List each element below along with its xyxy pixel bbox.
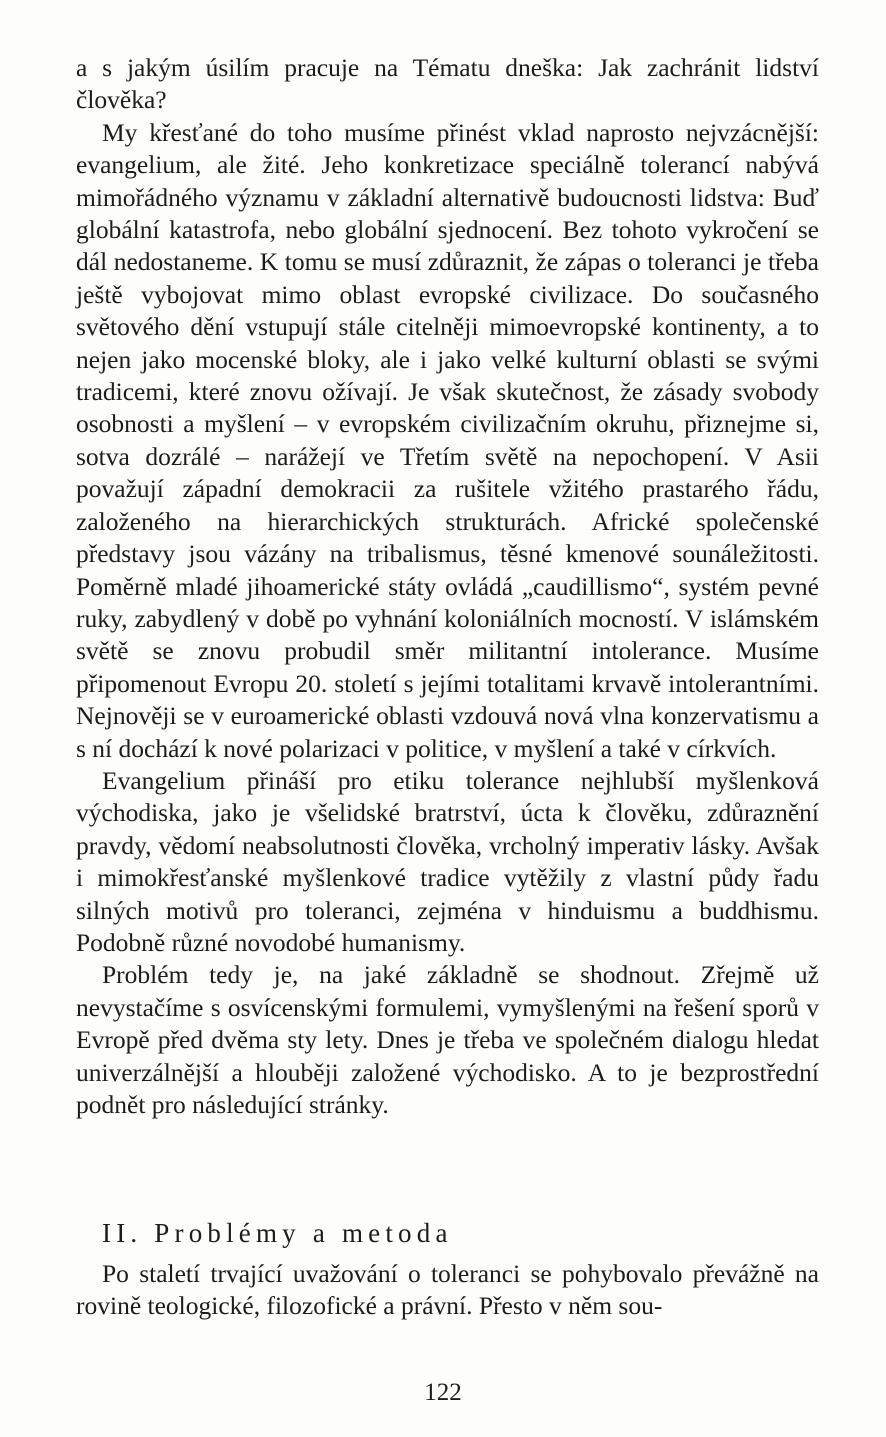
page-number: 122 (424, 1379, 462, 1406)
section-heading: II. Problémy a metoda (102, 1218, 453, 1248)
paragraph-1: My křesťané do toho musíme přinést vklad naprosto nejvzácnější: evangelium, ale žité. Jeho konkretizace speciálně tolerancí nabývá mimořádného významu v základní alternativě budoucnosti lidstva: Buď globální katastrofa, nebo globální sjednocení. Bez tohoto vykročení se dál nedostaneme. K tomu se musí zdůraznit, že zápas o toleranci je třeba ještě vybojovat mimo oblast evropské civilizace. Do současného světového dění vstupují stále citelněji mimoevropské kontinenty, a to nejen jako mocenské bloky, ale i jako velké kulturní oblasti se svými tradicemi, které znovu ožívají. Je však skutečnost, že zásady svobody osobnosti a myšlení – v evropském civilizačním okruhu, přiznejme si, sotva dozrálé – narážejí ve Třetím světě na nepochopení. V Asii považují západní demokracii za rušitele vžitého prastarého řádu, založeného na hierarchických strukturách. Africké společenské představy jsou vázány na tribalismus, těsné kmenové sounáležitosti. Poměrně mladé jihoamerické státy ovládá „caudillismo“, systém pevné ruky, zabydlený v době po vyhnání koloniálních mocností. V islámském světě se znovu probudil směr militantní intolerance. Musíme připomenout Evropu 20. století s jejími totalitami krvavě intolerantními. Nejnověji se v euroamerické oblasti vzdouvá nová vlna konzervatismu a s ní dochází k nové polarizaci v politice, v myšlení a také v církvích. (76, 117, 819, 763)
paragraph-3: Problém tedy je, na jaké základně se shodnout. Zřejmě už nevystačíme s osvícenskými formulemi, vymyšlenými na řešení sporů v Evropě před dvěma sty lety. Dnes je třeba ve společném dialogu hledat univerzálnější a hlouběji založené východisko. A to je bezprostřední podnět pro následující stránky. (76, 960, 819, 1119)
section-text (76, 1258, 819, 1323)
section-paragraph: Po staletí trvající uvažování o toleranci se pohybovalo převážně na rovině teologické, filozofické a právní. Přesto v něm sou- (76, 1259, 819, 1321)
main-text (76, 52, 819, 1121)
continuation-paragraph: a s jakým úsilím pracuje na Tématu dneška: Jak zachránit lidství člověka? (76, 53, 819, 115)
paragraph-2: Evangelium přináší pro etiku tolerance nejhlubší myšlenková východiska, jako je všelidské bratrství, úcta k člověku, zdůraznění pravdy, vědomí neabsolutnosti člověka, vrcholný imperativ lásky. Avšak i mimokřesťanské myšlenkové tradice vytěžily z vlastní půdy řadu silných motivů pro toleranci, zejména v hinduismu a buddhismu. Podobně různé novodobé humanismy. (76, 765, 819, 957)
